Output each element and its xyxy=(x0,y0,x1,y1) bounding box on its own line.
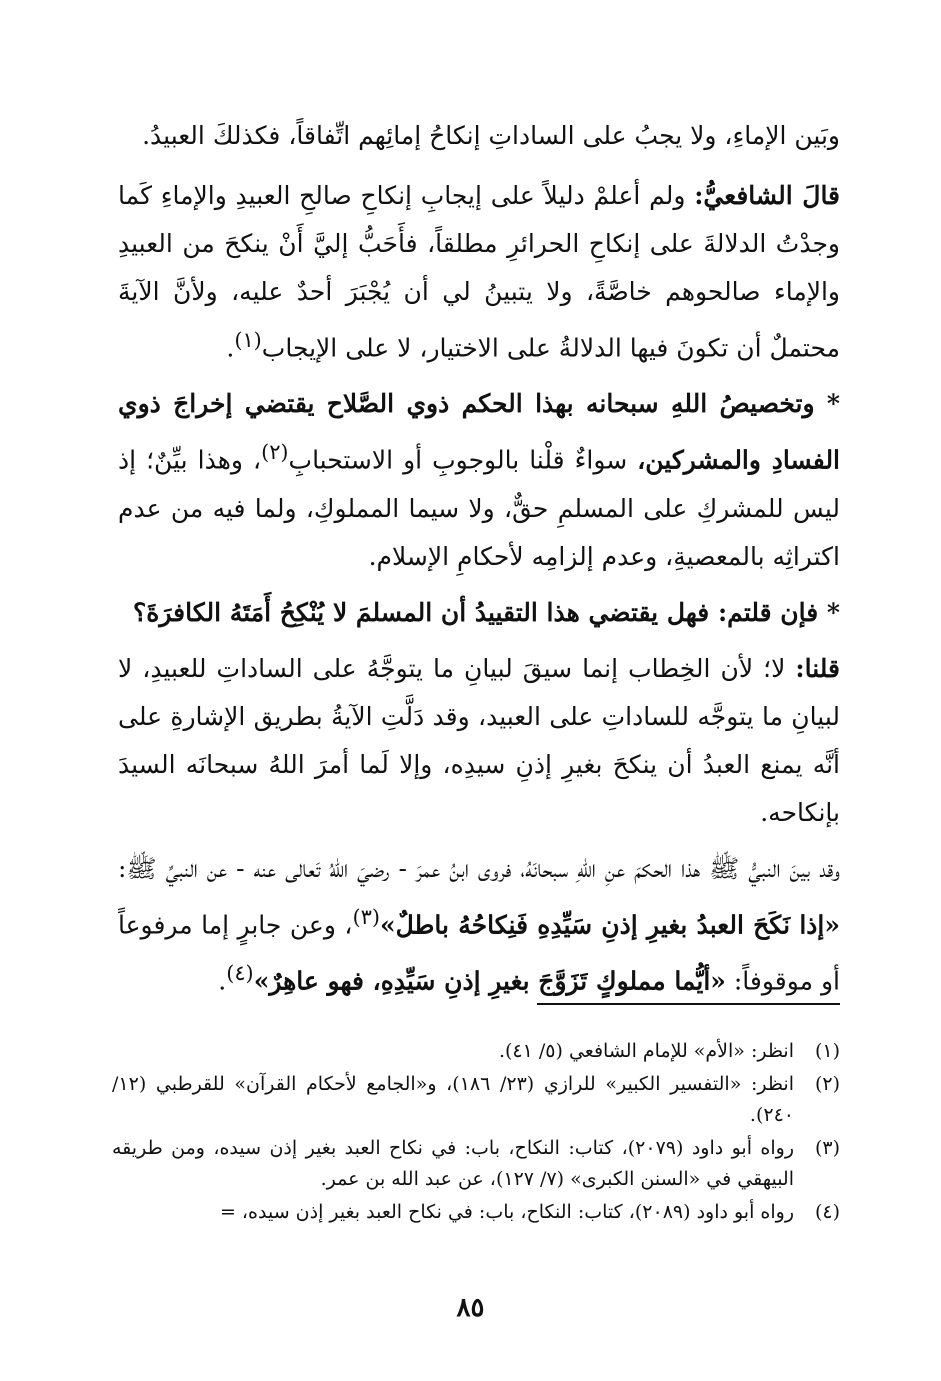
paragraph-3-bold: * وتخصيصُ اللهِ سبحانه بهذا الحكم ذوي الصَّلاح يقتضي إخراجَ ذوي الفسادِ والمشركين، xyxy=(118,389,841,475)
footnote-number: (٤) xyxy=(814,1201,840,1223)
paragraph-5 xyxy=(118,645,840,837)
footnote-ref-2[interactable]: (٢) xyxy=(261,440,289,465)
speaker-label: قالَ الشافعيُّ: xyxy=(694,181,841,210)
footnote-text: رواه أبو داود (٢٠٧٩)، كتاب: النكاح، باب: في نكاح العبد بغير إذن سيده، ومن طريقه البيهقي في «السنن الكبرى» (٧/ ١٢٧)، عن عبد الله بن عمر. xyxy=(112,1137,794,1190)
footnote-text: انظر: «التفسير الكبير» للرازي (٢٣/ ١٨٦)، و«الجامع لأحكام القرآن» للقرطبي (١٢/ ٢٤٠). xyxy=(112,1073,794,1126)
paragraph-3-rest: ، وهذا بيِّنٌ؛ إذ ليس للمشركِ على المسلمِ حقٌّ، ولا سيما المملوكِ، ولما فيه من عدم اكتراثِه بالمعصيةِ، وعدم إلزامِه لأحكامِ الإسلام. xyxy=(118,445,840,571)
footnote-ref-4[interactable]: (٤) xyxy=(226,960,254,985)
footnote-item xyxy=(112,1133,840,1195)
footnote-ref-3[interactable]: (٣) xyxy=(352,904,380,929)
hadith-quote-2: «أيُّما مملوكٍ تَزَوَّجَ بغيرِ إذنِ سَيِّدِهِ، فهو عاهِرٌ» xyxy=(253,966,726,996)
page-body xyxy=(118,112,840,1013)
footnote-item xyxy=(112,1036,840,1067)
paragraph-1-text: وبَين الإماءِ، ولا يجبُ على الساداتِ إنكاحُ إمائِهم اتِّفاقاً، فكذلكَ العبيدُ. xyxy=(142,121,840,150)
paragraph-4 xyxy=(118,589,840,637)
paragraph-1 xyxy=(118,112,840,160)
hadith-quote-1: «إذا نَكَحَ العبدُ بغيرِ إذنِ سَيِّدِهِ فَنِكاحُهُ باطلٌ» xyxy=(379,909,840,939)
paragraph-2: قالَ الشافعيُّ: ولم أعلمْ دليلاً على إيجابِ إنكاحِ صالحِ العبيدِ والإماءِ كَما وجدْتُ الدلالةَ على إنكاحِ الحرائرِ مطلقاً، فأَحَبُّ إليَّ أَنْ ينكحَ من العبيدِ والإماء صالحوهم خاصَّةً، ولا يتبينُ لي أن يُجْبَرَ أحدٌ عليه، ولأنَّ الآيةَ محتملٌ أن تكونَ فيها الدلالةُ على الاختيار، لا على الإيجاب$^{(١)}$. xyxy=(118,181,841,363)
footnote-ref-1[interactable]: (١) xyxy=(234,328,262,352)
footnote-separator xyxy=(537,1003,840,1005)
footnote-number: (٢) xyxy=(814,1073,840,1095)
footnote-number: (٣) xyxy=(814,1137,840,1159)
paragraph-5-text: لا؛ لأن الخِطاب إنما سيقَ لبيانِ ما يتوجَّهُ على الساداتِ للعبيدِ، لا لبيانِ ما يتوجَّه للساداتِ على العبيد، وقد دَلَّتِ الآيةُ بطريق الإشارةِ على أنَّه يمنع العبدُ أن ينكحَ بغيرِ إذنِ سيدِه، وإلا لَما أمرَ اللهُ سبحانَه السيدَ بإنكاحه. xyxy=(118,653,840,827)
paragraph-6: وقد بينَ النبيُّ ﷺ هذا الحكمَ عنِ اللهِ سبحانَهُ، فروى ابنُ عمرَ - رضيَ اللهُ تَعالى عنه - عن النبيِّ ﷺ: «إذا نَكَحَ العبدُ بغيرِ إذنِ سَيِّدِهِ فَنِكاحُهُ باطلٌ»$^{(٣)}$، وعن جابرٍ إما مرفوعاً أو موقوفاً: «أيُّما مملوكٍ تَزَوَّجَ بغيرِ إذنِ سَيِّدِهِ، فهو عاهِرٌ»$^{(٤)}$. xyxy=(118,853,840,996)
paragraph-3 xyxy=(118,380,840,580)
footnote-text: رواه أبو داود (٢٠٨٩)، كتاب: النكاح، باب: في نكاح العبد بغير إذن سيده، = xyxy=(219,1201,794,1223)
page-number: ٨٥ xyxy=(456,1293,485,1323)
paragraph-6-text-b: ، وعن جابرٍ إما مرفوعاً أو موقوفاً: xyxy=(118,909,840,996)
footnotes xyxy=(112,1036,840,1230)
footnote-item xyxy=(112,1197,840,1228)
question-heading: * فإن قلتم: فهل يقتضي هذا التقييدُ أن المسلمَ لا يُنْكِحُ أَمَتَهُ الكافرَةَ؟ xyxy=(133,597,840,627)
paragraph-3-text: سواءٌ قلْنا بالوجوبِ أو الاستحبابِ xyxy=(288,445,638,475)
paragraph-2-text: ولم أعلمْ دليلاً على إيجابِ إنكاحِ صالحِ العبيدِ والإماءِ كَما وجدْتُ الدلالةَ على إنكاحِ الحرائرِ مطلقاً، فأَحَبُّ إليَّ أَنْ ينكحَ من العبيدِ والإماء صالحوهم خاصَّةً، ولا يتبينُ لي أن يُجْبَرَ أحدٌ عليه، ولأنَّ الآيةَ محتملٌ أن تكونَ فيها الدلالةُ على الاختيار، لا على الإيجاب xyxy=(118,181,840,363)
footnote-text: انظر: «الأم» للإمام الشافعي (٥/ ٤١). xyxy=(498,1040,794,1062)
footnote-item xyxy=(112,1069,840,1131)
paragraph-6-text-a: وقد بينَ النبيُّ ﷺ هذا الحكمَ عنِ اللهِ سبحانَهُ، فروى ابنُ عمرَ - رضيَ اللهُ تَعالى عنه - عن النبيِّ ﷺ: xyxy=(118,853,840,883)
footnote-number: (١) xyxy=(814,1040,840,1062)
answer-label: قلنا: xyxy=(795,653,840,683)
